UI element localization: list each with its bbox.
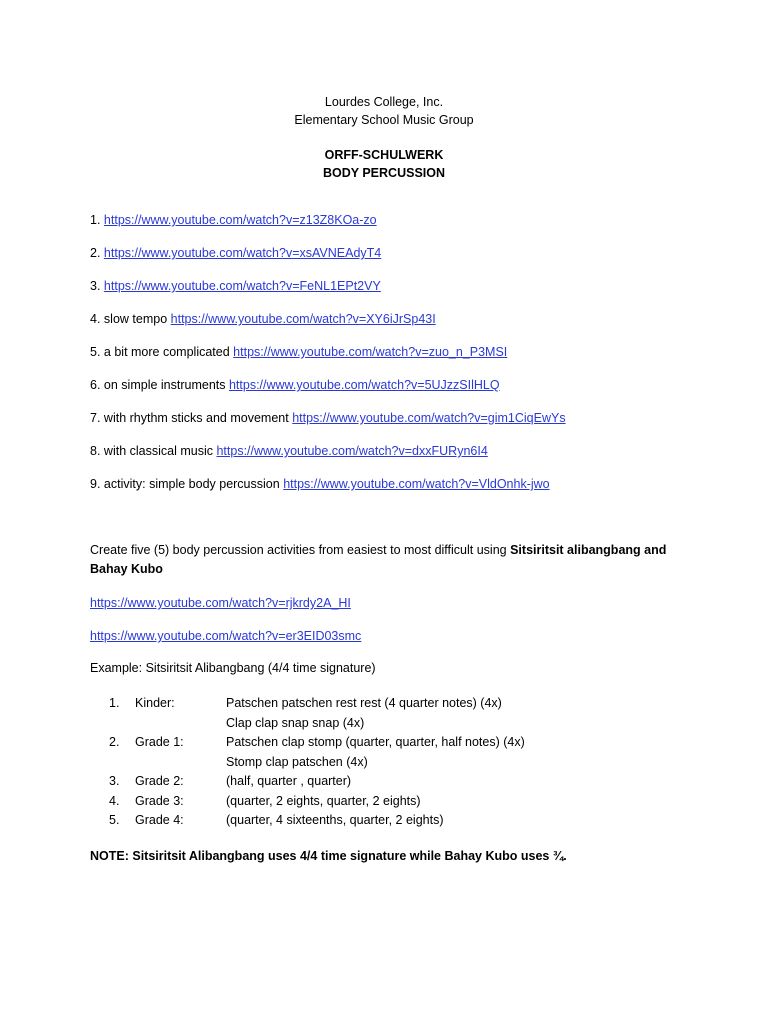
video-link[interactable]: https://www.youtube.com/watch?v=xsAVNEAdyT4 [103,246,382,260]
grade-number: 1. [109,696,120,710]
item-description: activity: simple body percussion [103,477,280,491]
item-number: 2. [90,246,101,260]
grade-number: 2. [109,735,120,749]
grade-name: Grade 4: [135,813,184,827]
song-video-link[interactable]: https://www.youtube.com/watch?v=er3EID03smc [90,629,362,643]
example-signature: (4/4 time signature) [264,661,376,675]
item-number: 1. [90,213,101,227]
example-song: Sitsiritsit Alibangbang [145,661,265,675]
item-number: 8. [90,444,101,458]
task-instructions [90,541,680,579]
list-item [90,311,730,344]
video-link[interactable]: https://www.youtube.com/watch?v=z13Z8KOa-zo [103,213,377,227]
video-link[interactable]: https://www.youtube.com/watch?v=dxxFURyn6I4 [216,444,488,458]
list-item [90,278,730,311]
grade-description [226,772,709,792]
video-link[interactable]: https://www.youtube.com/watch?v=XY6iJrSp43I [170,312,436,326]
list-item [90,595,730,628]
document-header [0,93,768,182]
list-item [90,410,730,443]
grade-pattern: Patschen clap stomp (quarter, quarter, half notes) (4x) [226,735,525,749]
item-description: a bit more complicated [103,345,230,359]
item-number: 7. [90,411,101,425]
task-text: Create five (5) body percussion activities from easiest to most difficult using [90,543,511,557]
grade-name: Grade 1: [135,735,184,749]
grade-activity-list [109,694,709,831]
grade-name: Kinder: [135,696,175,710]
list-item [90,344,730,377]
grade-pattern: Patschen patschen rest rest (4 quarter notes) (4x) [226,696,502,710]
grade-pattern: (quarter, 4 sixteenths, quarter, 2 eights) [226,813,444,827]
grade-number: 5. [109,813,120,827]
video-link[interactable]: https://www.youtube.com/watch?v=5UJzzSIlHLQ [228,378,500,392]
list-item [90,443,730,476]
grade-row [109,772,709,792]
grade-description [226,811,709,831]
grade-pattern: (quarter, 2 eights, quarter, 2 eights) [226,793,421,808]
grade-number: 3. [109,774,120,788]
grade-description [226,694,709,733]
list-item [90,628,730,661]
group-name: Elementary School Music Group [294,113,474,127]
grade-row [109,792,709,812]
header-spacer [0,129,768,146]
item-description: with rhythm sticks and movement [103,411,289,425]
list-item [90,476,730,509]
grade-description [226,792,709,812]
grade-pattern-secondary: Stomp clap patschen (4x) [226,754,368,769]
video-link[interactable]: https://www.youtube.com/watch?v=zuo_n_P3MSI [233,345,508,359]
video-link[interactable]: https://www.youtube.com/watch?v=gim1CiqEwYs [292,411,566,425]
grade-row [109,733,709,772]
video-link[interactable]: https://www.youtube.com/watch?v=VldOnhk-jwo [283,477,550,491]
org-name: Lourdes College, Inc. [324,95,444,109]
grade-row [109,694,709,733]
song-link-list [90,595,730,661]
grade-pattern-secondary: Clap clap snap snap (4x) [226,715,365,730]
grade-number: 4. [109,793,120,808]
grade-description [226,733,709,772]
video-link[interactable]: https://www.youtube.com/watch?v=FeNL1EPt2VY [103,279,381,293]
song-video-link[interactable]: https://www.youtube.com/watch?v=rjkrdy2A_HI [90,596,351,610]
example-heading [90,660,730,677]
item-number: 4. [90,312,101,326]
item-number: 9. [90,477,101,491]
item-number: 5. [90,345,101,359]
item-number: 6. [90,378,101,392]
list-item [90,212,730,245]
grade-row [109,811,709,831]
grade-name: Grade 2: [135,774,184,788]
list-item [90,245,730,278]
item-description: on simple instruments [103,378,226,392]
task-songs: Sitsiritsit alibangbang and Bahay Kubo [90,543,667,576]
grade-pattern: (half, quarter , quarter) [226,774,352,788]
topic-title: BODY PERCUSSION [322,166,445,180]
item-description: with classical music [103,444,213,458]
list-item [90,377,730,410]
item-description: slow tempo [103,312,168,326]
grade-name: Grade 3: [135,793,184,808]
subject-title: ORFF-SCHULWERK [324,148,444,162]
video-link-list [90,212,730,509]
example-label: Example: [90,661,146,675]
item-number: 3. [90,279,101,293]
time-signature-note: NOTE: Sitsiritsit Alibangbang uses 4/4 time signature while Bahay Kubo uses ¾. [90,849,567,863]
